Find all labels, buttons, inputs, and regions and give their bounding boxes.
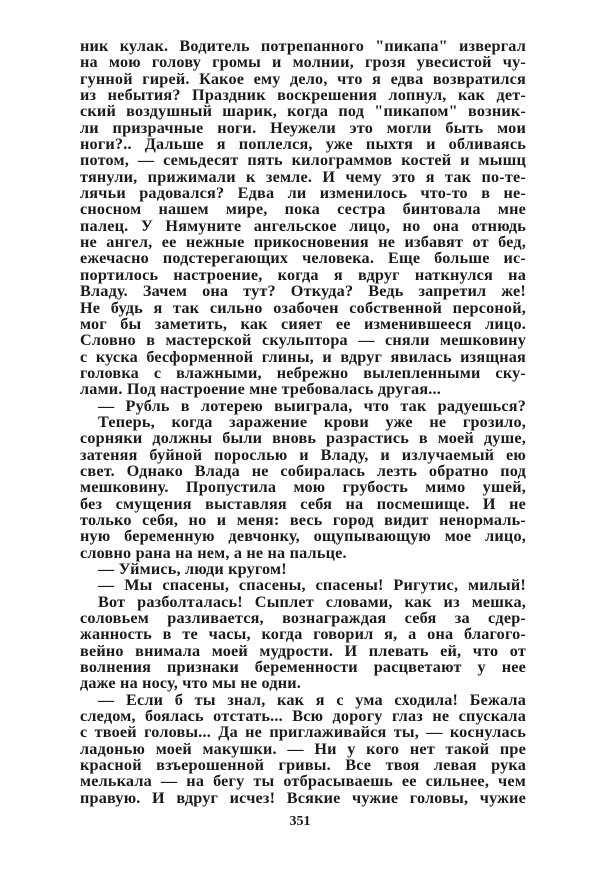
text-line: с куска бесформенной глины, и вдруг явилась изящная [80,347,526,366]
text-line: ладонью моей макушки. — Ни у кого нет такой пре [80,739,526,758]
text-line: свет. Однако Влада не собиралась лезть обратно под [80,461,526,480]
text-line: правую. И вдруг исчез! Всякие чужие головы, чужие [80,788,526,807]
text-line: жанность в те часы, когда говорил я, а она благого- [80,625,526,644]
text-line: соловьем разливается, вознаграждая себя за сдер- [80,609,526,628]
text-line: тянули, прижимали к земле. И чему это я так по-те- [80,167,526,186]
text-line: даже на носу, что мы не одни. [80,674,302,693]
text-line: Не будь я так сильно озабочен собственной персоной, [80,298,526,317]
text-line: вейно внимала моей мудрости. И плевать ей, что от [80,641,526,660]
text-line: палец. У Нямуните ангельское лицо, но она отнюдь [80,216,526,235]
text-line: — Мы спасены, спасены, спасены! Ригутис, милый! [98,576,526,595]
text-line: лами. Под настроение мне требовалась другая... [80,380,442,399]
text-line: Вот разболталась! Сыплет словами, как из мешка, [98,592,526,611]
text-line: без смущения выставляя себя на посмешище. И не [80,494,526,513]
text-line: ную беременную девчонку, ощупывающую мое лицо, [80,527,526,546]
text-line: волнения признаки беременности расцветают у нее [80,658,526,677]
text-line: ежечасно подстерегающих человека. Еще больше ис- [80,249,526,268]
text-line: потом, — семьдесят пять килограммов костей и мышц [80,151,526,170]
text-line: — Рубль в лотерею выиграла, что так радуешься? [98,396,526,415]
text-line: только себя, но и меня: весь город видит ненормаль- [80,510,526,529]
text-line: следом, боялась отстать... Всю дорогу глаз не спускала [80,707,526,726]
text-line: мешковину. Пропустила мою грубость мимо ушей, [80,478,526,497]
text-line: ник кулак. Водитель потрепанного "пикапа" извергал [80,37,526,55]
text-line: портилось настроение, когда я вдруг наткнулся на [80,265,526,284]
text-line: головка с влажными, небрежно вылепленными ску- [80,363,526,382]
text-line: из небытия? Праздник воскрешения лопнул, как дет- [80,86,526,105]
text-line: — Если б ты знал, как я с ума сходила! Бежала [98,690,526,709]
text-line: красной взъерошенной гривы. Все твоя левая рука [80,756,526,775]
text-line: сносном нашем мире, пока сестра бинтовала мне [80,200,526,219]
text-line: — Уймись, люди кругом! [98,560,287,578]
text-line: мог бы заметить, как сияет ее изменившееся лицо. [80,314,526,333]
text-line: затеняя буйной порослью и Владу, и излучаемый ею [80,445,526,464]
text-line: Владу. Зачем она тут? Откуда? Ведь запретил же! [80,282,526,301]
text-line: гунной гирей. Какое ему дело, что я едва возвратился [80,69,526,88]
text-line: сорняки должны были вновь разрастись в моей душе, [80,429,526,448]
text-line: с твоей головы... Да не приглаживайся ты, — коснулась [80,723,526,742]
text-line: Словно в мастерской скульптора — сняли мешковину [80,331,526,350]
text-line: на мою голову громы и молнии, грозя увесистой чу- [80,53,526,72]
text-line: ли призрачные ноги. Неужели это могли быть мои [80,118,526,137]
page-body-text [80,38,526,806]
text-line: мелькала — на бегу ты отбрасываешь ее сильнее, чем [80,772,526,791]
text-line: ноги?.. Дальше я поплелся, уже пыхтя и обливаясь [80,135,526,154]
text-line: ский воздушный шарик, когда под "пикапом" возник- [80,102,526,121]
text-line: лячьи радовался? Едва ли изменилось что-то в не- [80,184,526,203]
text-line: не ангел, ее нежные прикосновения не избавят от бед, [80,233,526,252]
page-number: 351 [289,814,311,829]
text-line: словно рана на нем, а не на пальце. [80,543,347,562]
text-line: Теперь, когда заражение крови уже не грозило, [98,412,526,431]
